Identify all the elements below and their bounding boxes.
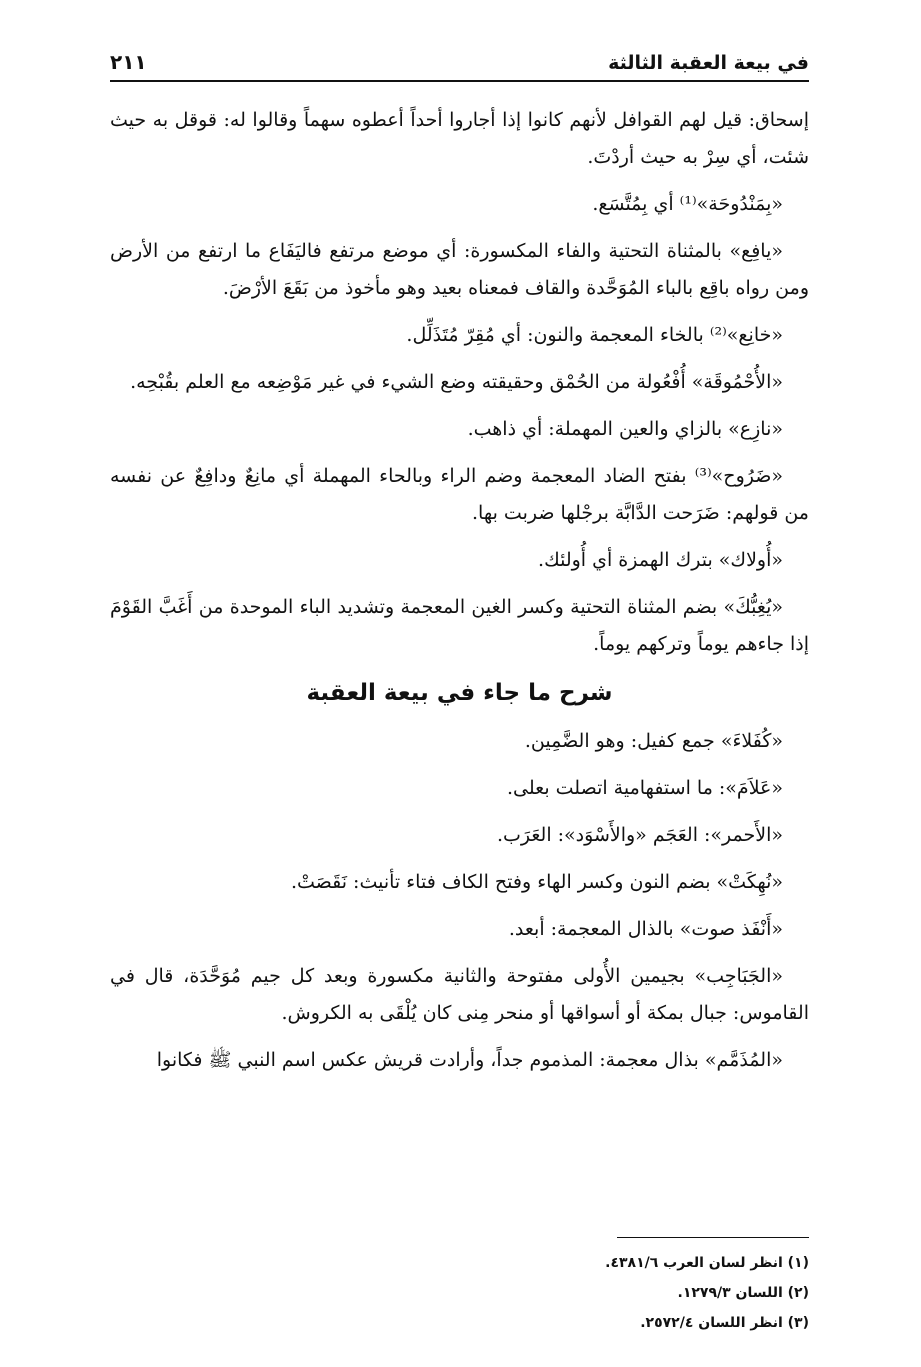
footnote-3: (٣) انظر اللسان ٢٥٧٢/٤. xyxy=(640,1315,809,1331)
footnote-1: (١) انظر لسان العرب ٤٣٨١/٦. xyxy=(605,1255,809,1271)
running-title: في بيعة العقبة الثالثة xyxy=(608,52,809,74)
gloss-ulak: «أُولاك» بترك الهمزة أي أُولئك. xyxy=(538,549,783,571)
footnote-2: (٢) اللسان ١٢٧٩/٣. xyxy=(677,1285,809,1301)
page-number: ٢١١ xyxy=(110,50,147,74)
footnotes xyxy=(409,1248,809,1338)
gloss-nuhikat: «نُهِكَتْ» بضم النون وكسر الهاء وفتح الكاف فتاء تأنيث: نَقَصَتْ. xyxy=(290,871,783,893)
gloss-alama: «عَلاَمَ»: ما استفهامية اتصلت بعلى. xyxy=(506,777,783,799)
gloss-kufalaa: «كُفَلاءَ» جمع كفيل: وهو الضَّمِين. xyxy=(524,730,783,752)
main-text xyxy=(110,102,809,1089)
paragraph-ishaq: إسحاق: قيل لهم القوافل لأنهم كانوا إذا أجاروا أحداً أعطوه سهماً وقالوا له: قوقل به حيث شئت، أي سِرْ به حيث أردْتَ. xyxy=(110,109,809,168)
gloss-khani: «خانِع»⁽²⁾ بالخاء المعجمة والنون: أي مُقِرّ مُتَذَلِّل. xyxy=(406,324,783,346)
gloss-yafi: «يافِع» بالمثناة التحتية والفاء المكسورة: أي موضع مرتفع فاليَفَاع ما ارتفع من الأرض ومن رواه باقِع بالباء المُوَحَّدة والقاف فمعناه بعيد وهو مأخوذ من بَقَعَ الأرْضَ. xyxy=(110,240,809,299)
section-heading: شرح ما جاء في بيعة العقبة xyxy=(306,680,613,706)
footnote-divider xyxy=(617,1237,809,1238)
gloss-yughibbuk: «يُغِبُّكَ» بضم المثناة التحتية وكسر الغين المعجمة وتشديد الباء الموحدة من أَغَبَّ القَوْمَ إذا جاءهم يوماً وتركهم يوماً. xyxy=(110,596,809,655)
gloss-mudhammam: «المُذَمَّم» بذال معجمة: المذموم جداً، وأرادت قريش عكس اسم النبي ﷺ فكانوا xyxy=(156,1049,783,1071)
gloss-daruh: «ضَرُوح»⁽³⁾ بفتح الضاد المعجمة وضم الراء وبالحاء المهملة أي مانِعٌ ودافِعٌ عن نفسه من قولهم: ضَرَحت الدَّابَّة برجْلها ضربت بها. xyxy=(110,465,809,524)
gloss-ahmar: «الأَحمر»: العَجَم «والأَسْوَد»: العَرَب. xyxy=(496,824,783,846)
gloss-nazi: «نازِع» بالزاي والعين المهملة: أي ذاهب. xyxy=(467,418,783,440)
gloss-uhmuqa: «الأُحْمُوقَة» أُفْعُولة من الحُمْق وحقيقته وضع الشيء في غير مَوْضِعه مع العلم بقُبْحِه. xyxy=(130,371,783,393)
running-header xyxy=(110,50,809,82)
gloss-anfadh: «أَنْفَذ صوت» بالذال المعجمة: أبعد. xyxy=(508,918,783,940)
gloss-jabajib: «الجَبَاجِب» بجيمين الأُولى مفتوحة والثانية مكسورة وبعد كل جيم مُوَحَّدَة، قال في القاموس: جبال بمكة أو أسواقها أو منحر مِنى كان يُلْقَى به الكروش. xyxy=(110,965,809,1024)
gloss-bimandouha: «بِمَنْدُوحَة»⁽¹⁾ أي بِمُتَّسَع. xyxy=(592,193,783,215)
